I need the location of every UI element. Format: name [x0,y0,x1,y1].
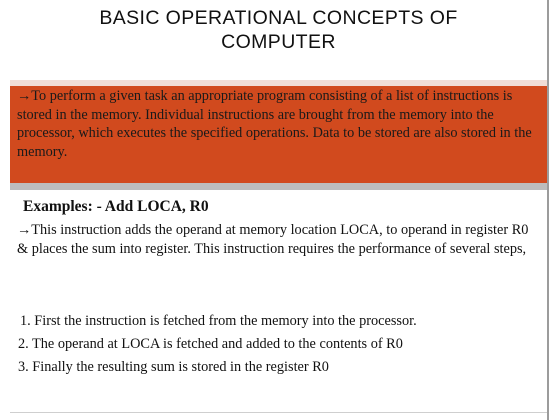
examples-heading: Examples: - Add LOCA, R0 [23,198,209,215]
intro-text: To perform a given task an appropriate program consisting of a list of instructions is stored in the memory. Individual instructions are brought from the memory into the processor, which executes the specified operations. Data to be stored are also stored in the memory. [17,88,532,160]
step-item: 1. First the instruction is fetched from the memory into the processor. [20,313,417,329]
slide-title: BASIC OPERATIONAL CONCEPTS OF COMPUTER [99,7,458,53]
section-divider [10,183,547,190]
slide-border [547,0,549,420]
arrow-icon: → [17,88,32,104]
slide-bottom-border [10,412,547,413]
arrow-icon: → [17,222,32,238]
example-description [17,221,541,258]
intro-paragraph [17,87,541,161]
example-text: This instruction adds the operand at memory location LOCA, to operand in register R0 & places the sum into register. This instruction requires the performance of several steps, [17,222,529,257]
step-item: 3. Finally the resulting sum is stored in the register R0 [18,359,329,375]
step-item: 2. The operand at LOCA is fetched and added to the contents of R0 [18,336,403,352]
